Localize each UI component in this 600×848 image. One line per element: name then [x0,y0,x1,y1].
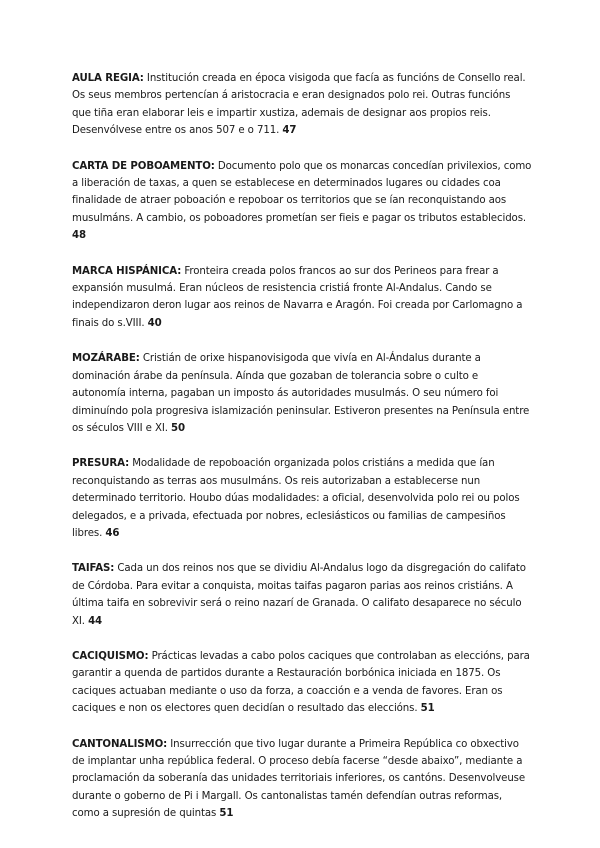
glossary-entry-cantonalismo [72,736,532,823]
glossary-page [72,70,532,841]
glossary-definition: Cristián de orixe hispanovisigoda que vivía en Al-Ándalus durante a dominación árabe da península. Aínda que gozaban de tolerancia sobre o culto e autonomía interna, pagaban un imposto ás autoridades musulmás. O seu número foi diminuíndo pola progresiva islamización peninsular. Estiveron presentes na Península entre os séculos VIII e XI. [72,353,530,434]
glossary-entry-taifas [72,560,532,630]
page-reference: 48 [72,230,86,242]
glossary-definition: Fronteira creada polos francos ao sur dos Perineos para frear a expansión musulmá. Eran núcleos de resistencia cristiá fronte Al-Andalus. Cando se independizaron deron lugar aos reinos de Navarra e Aragón. Foi creada por Carlomagno a finais do s.VIII. [72,265,523,329]
glossary-entry-mozarabe [72,350,532,437]
glossary-definition: Modalidade de repoboación organizada polos cristiáns a medida que ían reconquistando as terras aos musulmáns. Os reis autorizaban a establecerse nun determinado territorio. Houbo dúas modalidades: a oficial, desenvolvida polo rei ou polos delegados, e a privada, efectuada por nobres, eclesiásticos ou familias de campesiños libres. [72,458,520,539]
page-reference: 51 [219,808,234,820]
glossary-term: MOZÁRABE: [72,353,140,365]
glossary-term: CANTONALISMO: [72,738,168,750]
page-reference: 50 [171,422,185,434]
glossary-entry-caciquismo [72,648,532,718]
glossary-entry-presura [72,455,532,542]
glossary-entry-marca-hispanica [72,263,532,333]
page-reference: 44 [88,615,103,627]
glossary-term: CACIQUISMO: [72,650,149,662]
glossary-term: CARTA DE POBOAMENTO: [72,160,215,172]
glossary-definition: Documento polo que os monarcas concedían privilexios, como a liberación de taxas, a quen se establecese en determinados lugares ou cidades coa finalidade de atraer poboación e repoboar os territorios que se ían reconquistando aos musulmáns. A cambio, os poboadores prometían ser fieis e pagar os tributos establecidos. [72,160,532,224]
page-reference: 47 [282,125,297,137]
glossary-term: AULA REGIA: [72,73,144,84]
glossary-entry-carta-de-poboamento [72,158,532,245]
glossary-definition: Cada un dos reinos nos que se dividiu Al-Andalus logo da disgregación do califato de Córdoba. Para evitar a conquista, moitas taifas pagaron parias aos reinos cristiáns. A última taifa en sobrevivir será o reino nazarí de Granada. O califato desaparece no século XI. [72,563,526,627]
page-reference: 46 [105,527,120,539]
page-reference: 51 [420,703,435,715]
page-reference: 40 [147,317,162,329]
glossary-term: TAIFAS: [72,563,115,575]
glossary-term: PRESURA: [72,458,130,470]
glossary-definition: Institución creada en época visigoda que facía as funcións de Consello real. Os seus membros pertencían á aristocracia e eran designados polo rei. Outras funcións que tiña eran elaborar leis e impartir xustiza, ademais de designar aos propios reis. Desenvólvese entre os anos 507 e o 711. [72,73,526,137]
glossary-definition: Insurrección que tivo lugar durante a Primeira República co obxectivo de implantar unha república federal. O proceso debía facerse “desde abaixo”, mediante a proclamación da soberanía das unidades territoriais inferiores, os cantóns. Desenvolveuse durante o goberno de Pi i Margall. Os cantonalistas tamén defendían outras reformas, como a supresión de quintas [72,738,526,820]
glossary-definition: Prácticas levadas a cabo polos caciques que controlaban as eleccións, para garantir a quenda de partidos durante a Restauración borbónica iniciada en 1875. Os caciques actuaban mediante o uso da forza, a coacción e a venda de favores. Eran os caciques e non os electores quen decidían o resultado das eleccións. [72,650,530,715]
glossary-term: MARCA HISPÁNICA: [72,265,182,277]
glossary-entry-aula-regia [72,70,532,140]
